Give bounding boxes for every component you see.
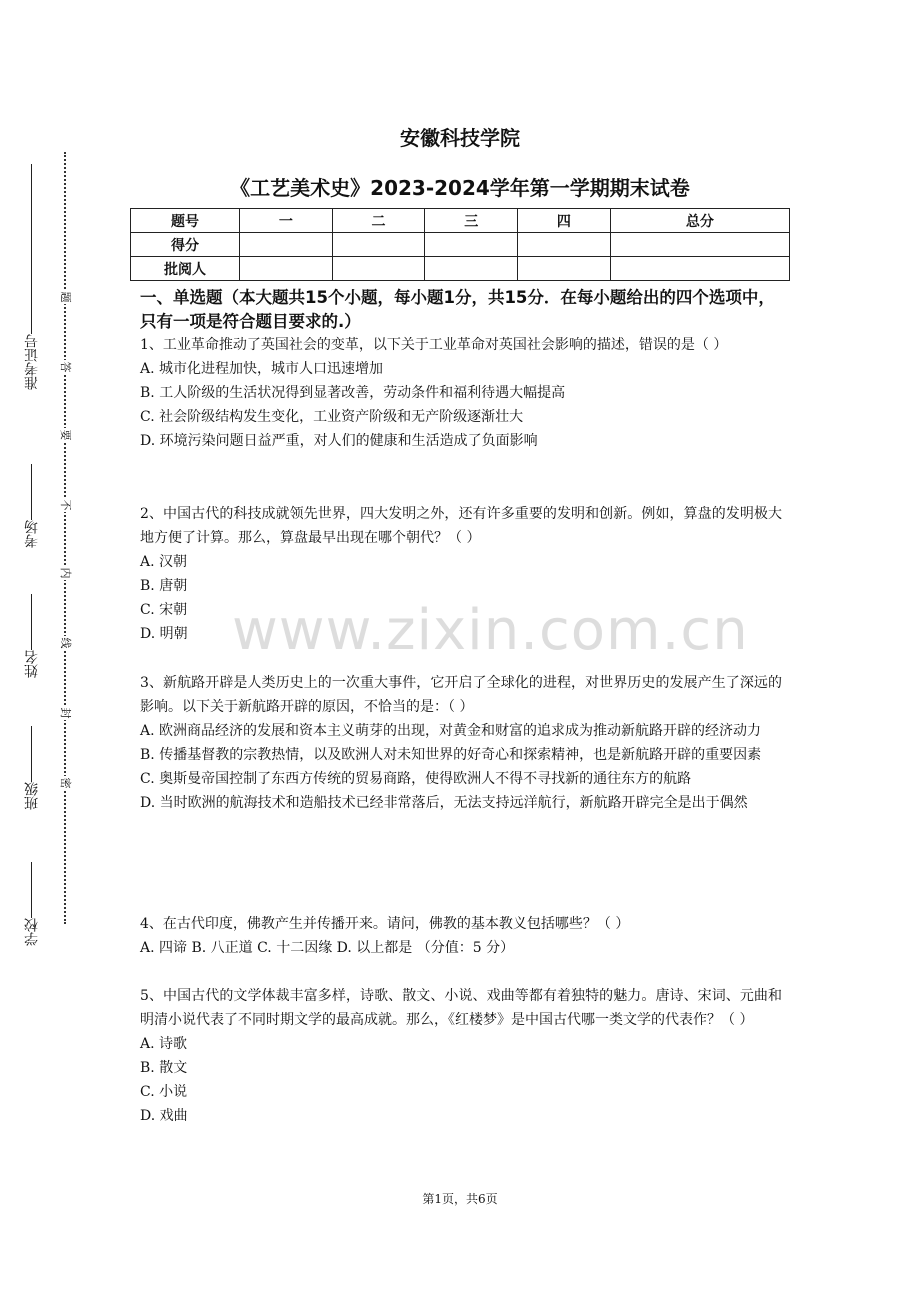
- seal-char: 答: [59, 361, 72, 373]
- grader-cell[interactable]: [240, 257, 333, 281]
- score-table: [130, 208, 790, 281]
- table-row: [131, 233, 790, 257]
- table-header-cell: 一: [240, 209, 333, 233]
- grader-cell[interactable]: [518, 257, 611, 281]
- school-name: 安徽科技学院: [400, 126, 520, 150]
- score-cell[interactable]: [240, 233, 333, 257]
- question-3: [140, 671, 782, 815]
- binding-label-name: 姓名: [24, 650, 40, 678]
- table-row: [131, 209, 790, 233]
- question-2: [140, 502, 782, 646]
- option-d: D. 戏曲: [140, 1108, 188, 1124]
- table-header-cell: 四: [518, 209, 611, 233]
- score-cell[interactable]: [518, 233, 611, 257]
- seal-char: 题: [59, 291, 72, 303]
- option-d: D. 明朝: [140, 626, 188, 642]
- question-5: [140, 984, 782, 1128]
- seal-dotted-line: [64, 152, 66, 924]
- row-label-grader: 批阅人: [131, 257, 240, 281]
- table-header-cell: 三: [425, 209, 518, 233]
- score-cell[interactable]: [610, 233, 789, 257]
- option-b: B. 传播基督教的宗教热情，以及欧洲人对未知世界的好奇心和探索精神，也是新航路开辟的重要因素: [140, 747, 762, 763]
- section-heading: 一、单选题（本大题共15个小题，每小题1分，共15分．在每小题给出的四个选项中，只有一项是符合题目要求的.）: [140, 288, 775, 331]
- question-1: [140, 333, 782, 453]
- seal-char: 线: [59, 637, 72, 649]
- binding-label-exam-id: 准考证号: [24, 334, 40, 390]
- fill-line: [32, 862, 33, 918]
- option-b: B. 工人阶级的生活状况得到显著改善，劳动条件和福利待遇大幅提高: [140, 385, 566, 401]
- score-cell[interactable]: [332, 233, 425, 257]
- fill-line: [32, 464, 33, 520]
- option-a: A. 欧洲商品经济的发展和资本主义萌芽的出现，对黄金和财富的追求成为推动新航路开辟的经济动力: [140, 723, 762, 739]
- option-c: C. 奥斯曼帝国控制了东西方传统的贸易商路，使得欧洲人不得不寻找新的通往东方的航路: [140, 771, 692, 787]
- option-a: A. 诗歌: [140, 1036, 188, 1052]
- option-c: C. 社会阶级结构发生变化，工业资产阶级和无产阶级逐渐壮大: [140, 409, 524, 425]
- binding-field-name: [12, 590, 52, 678]
- question-stem: 4、在古代印度，佛教产生并传播开来。请问，佛教的基本教义包括哪些？（ ）: [140, 916, 630, 932]
- option-c: C. 宋朝: [140, 602, 188, 618]
- table-header-cell: 题号: [131, 209, 240, 233]
- grader-cell[interactable]: [610, 257, 789, 281]
- fill-line: [32, 726, 33, 782]
- question-stem: 5、中国古代的文学体裁丰富多样，诗歌、散文、小说、戏曲等都有着独特的魅力。唐诗、宋词、元曲和明清小说代表了不同时期文学的最高成就。那么，《红楼梦》是中国古代哪一类文学的代表作？（ ）: [140, 988, 782, 1028]
- seal-char: 密: [59, 777, 72, 789]
- row-label-score: 得分: [131, 233, 240, 257]
- table-header-cell: 二: [332, 209, 425, 233]
- grader-cell[interactable]: [425, 257, 518, 281]
- option-b: B. 散文: [140, 1060, 188, 1076]
- binding-label-room: 考场: [24, 520, 40, 548]
- seal-char: 要: [59, 429, 72, 441]
- binding-field-room: [12, 460, 52, 548]
- seal-char: 封: [59, 707, 72, 719]
- option-d: D. 环境污染问题日益严重，对人们的健康和生活造成了负面影响: [140, 433, 538, 449]
- score-cell[interactable]: [425, 233, 518, 257]
- table-header-cell: 总分: [610, 209, 789, 233]
- grader-cell[interactable]: [332, 257, 425, 281]
- binding-field-school: [12, 858, 52, 946]
- option-d: D. 当时欧洲的航海技术和造船技术已经非常落后，无法支持远洋航行，新航路开辟完全是出于偶然: [140, 795, 748, 811]
- option-line: A. 四谛 B. 八正道 C. 十二因缘 D. 以上都是 （分值：5 分）: [140, 940, 515, 956]
- question-stem: 2、中国古代的科技成就领先世界，四大发明之外，还有许多重要的发明和创新。例如，算盘的发明极大地方便了计算。那么，算盘最早出现在哪个朝代？（ ）: [140, 506, 782, 546]
- option-a: A. 城市化进程加快，城市人口迅速增加: [140, 361, 384, 377]
- question-4: [140, 912, 782, 960]
- seal-char: 不: [59, 499, 72, 511]
- binding-label-class: 班级: [24, 782, 40, 810]
- binding-field-class: [12, 722, 52, 810]
- exam-title: 《工艺美术史》2023-2024学年第一学期期末试卷: [230, 176, 690, 200]
- option-c: C. 小说: [140, 1084, 188, 1100]
- page-footer: 第1页，共6页: [422, 1192, 498, 1206]
- option-a: A. 汉朝: [140, 554, 188, 570]
- binding-label-school: 学校: [24, 918, 40, 946]
- question-stem: 1、工业革命推动了英国社会的变革，以下关于工业革命对英国社会影响的描述，错误的是（ ）: [140, 337, 728, 353]
- table-row: [131, 257, 790, 281]
- question-stem: 3、新航路开辟是人类历史上的一次重大事件，它开启了全球化的进程，对世界历史的发展产生了深远的影响。以下关于新航路开辟的原因，不恰当的是：（ ）: [140, 675, 782, 715]
- watermark: www.zixin.com.cn: [232, 598, 749, 663]
- fill-line: [32, 594, 33, 650]
- seal-char: 内: [59, 567, 72, 579]
- option-b: B. 唐朝: [140, 578, 188, 594]
